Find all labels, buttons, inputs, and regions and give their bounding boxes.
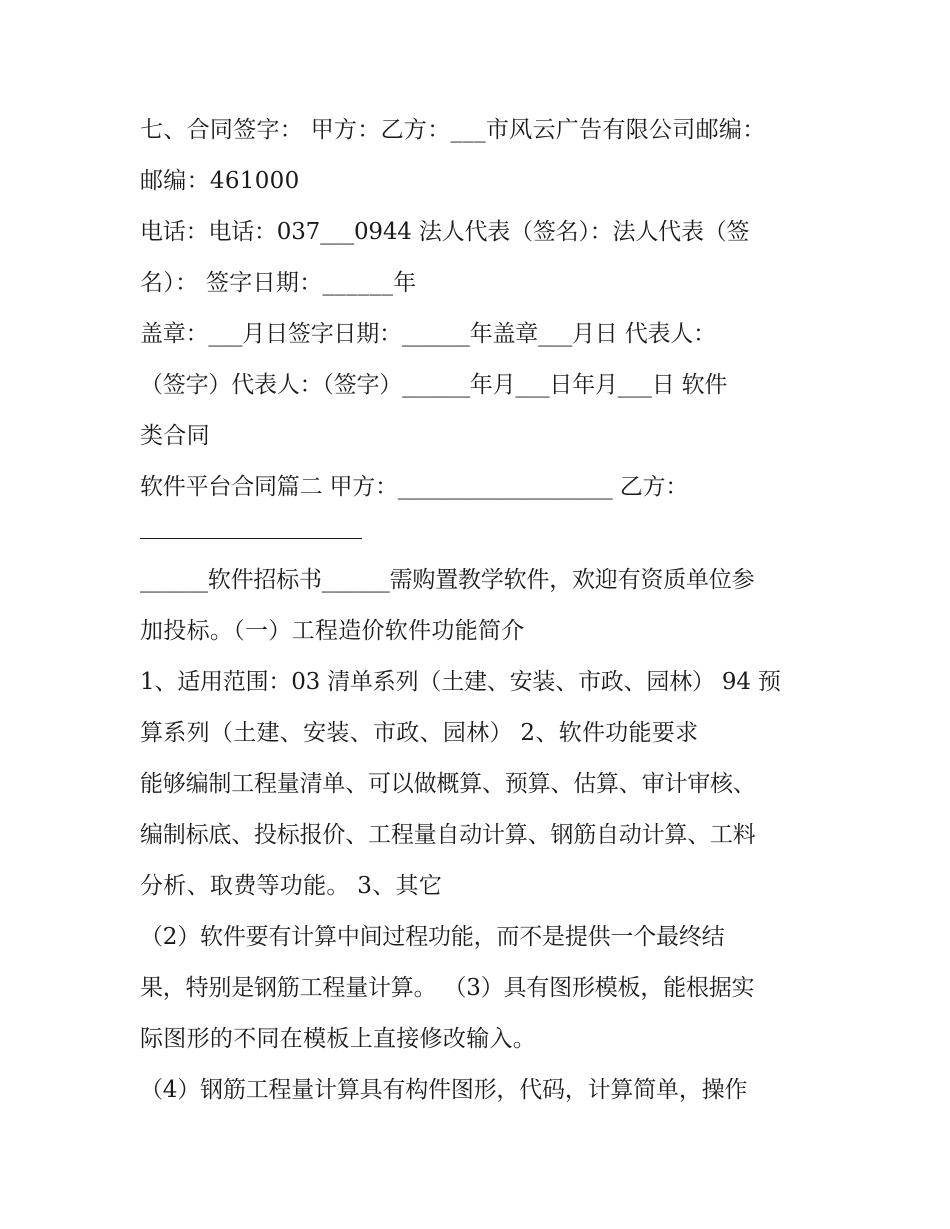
text-line-second-contract-title: 软件平台合同篇二 甲方：___________________ 乙方： bbox=[140, 474, 689, 500]
text-line-function-intro: 加投标。（一）工程造价软件功能简介 bbox=[140, 618, 525, 644]
text-line-postcode: 邮编：461000 bbox=[140, 168, 300, 194]
text-line-item-3: 果，特别是钢筋工程量计算。 （3）具有图形模板，能根据实 bbox=[140, 975, 755, 1001]
text-line-requirements-cont: 编制标底、投标报价、工程量自动计算、钢筋自动计算、工料 bbox=[140, 822, 756, 848]
text-line-requirements: 能够编制工程量清单、可以做概算、预算、估算、审计审核、 bbox=[140, 771, 756, 797]
text-line-sign-date: 名）： 签字日期：______年 bbox=[140, 270, 417, 296]
text-line-item-2: （2）软件要有计算中间过程功能，而不是提供一个最终结 bbox=[140, 924, 725, 950]
text-line-scope-cont: 算系列（土建、安装、市政、园林） 2、软件功能要求 bbox=[140, 720, 699, 746]
text-line-other: 分析、取费等功能。 3、其它 bbox=[140, 873, 443, 899]
text-line-contract-type: 类合同 bbox=[140, 423, 210, 449]
text-line-item-4: （4）钢筋工程量计算具有构件图形，代码，计算简单，操作 bbox=[140, 1077, 748, 1103]
text-line-representative: （签字）代表人：（签字）______年月___日年月___日 软件 bbox=[140, 372, 728, 398]
text-line-stamp: 盖章：___月日签字日期：______年盖章___月日 代表人： bbox=[140, 321, 716, 347]
party-b-blank-underline bbox=[140, 538, 362, 539]
text-line-scope: 1、适用范围：03 清单系列（土建、安装、市政、园林） 94 预 bbox=[140, 669, 781, 695]
text-line-signature-heading: 七、合同签字： 甲方：乙方：___市风云广告有限公司邮编： bbox=[140, 117, 766, 143]
text-line-item-3-cont: 际图形的不同在模板上直接修改输入。 bbox=[140, 1026, 537, 1052]
text-line-phone: 电话：电话：037___0944 法人代表（签名）：法人代表（签 bbox=[140, 219, 750, 245]
text-line-tender-notice: ______软件招标书______需购置教学软件，欢迎有资质单位参 bbox=[140, 567, 755, 593]
